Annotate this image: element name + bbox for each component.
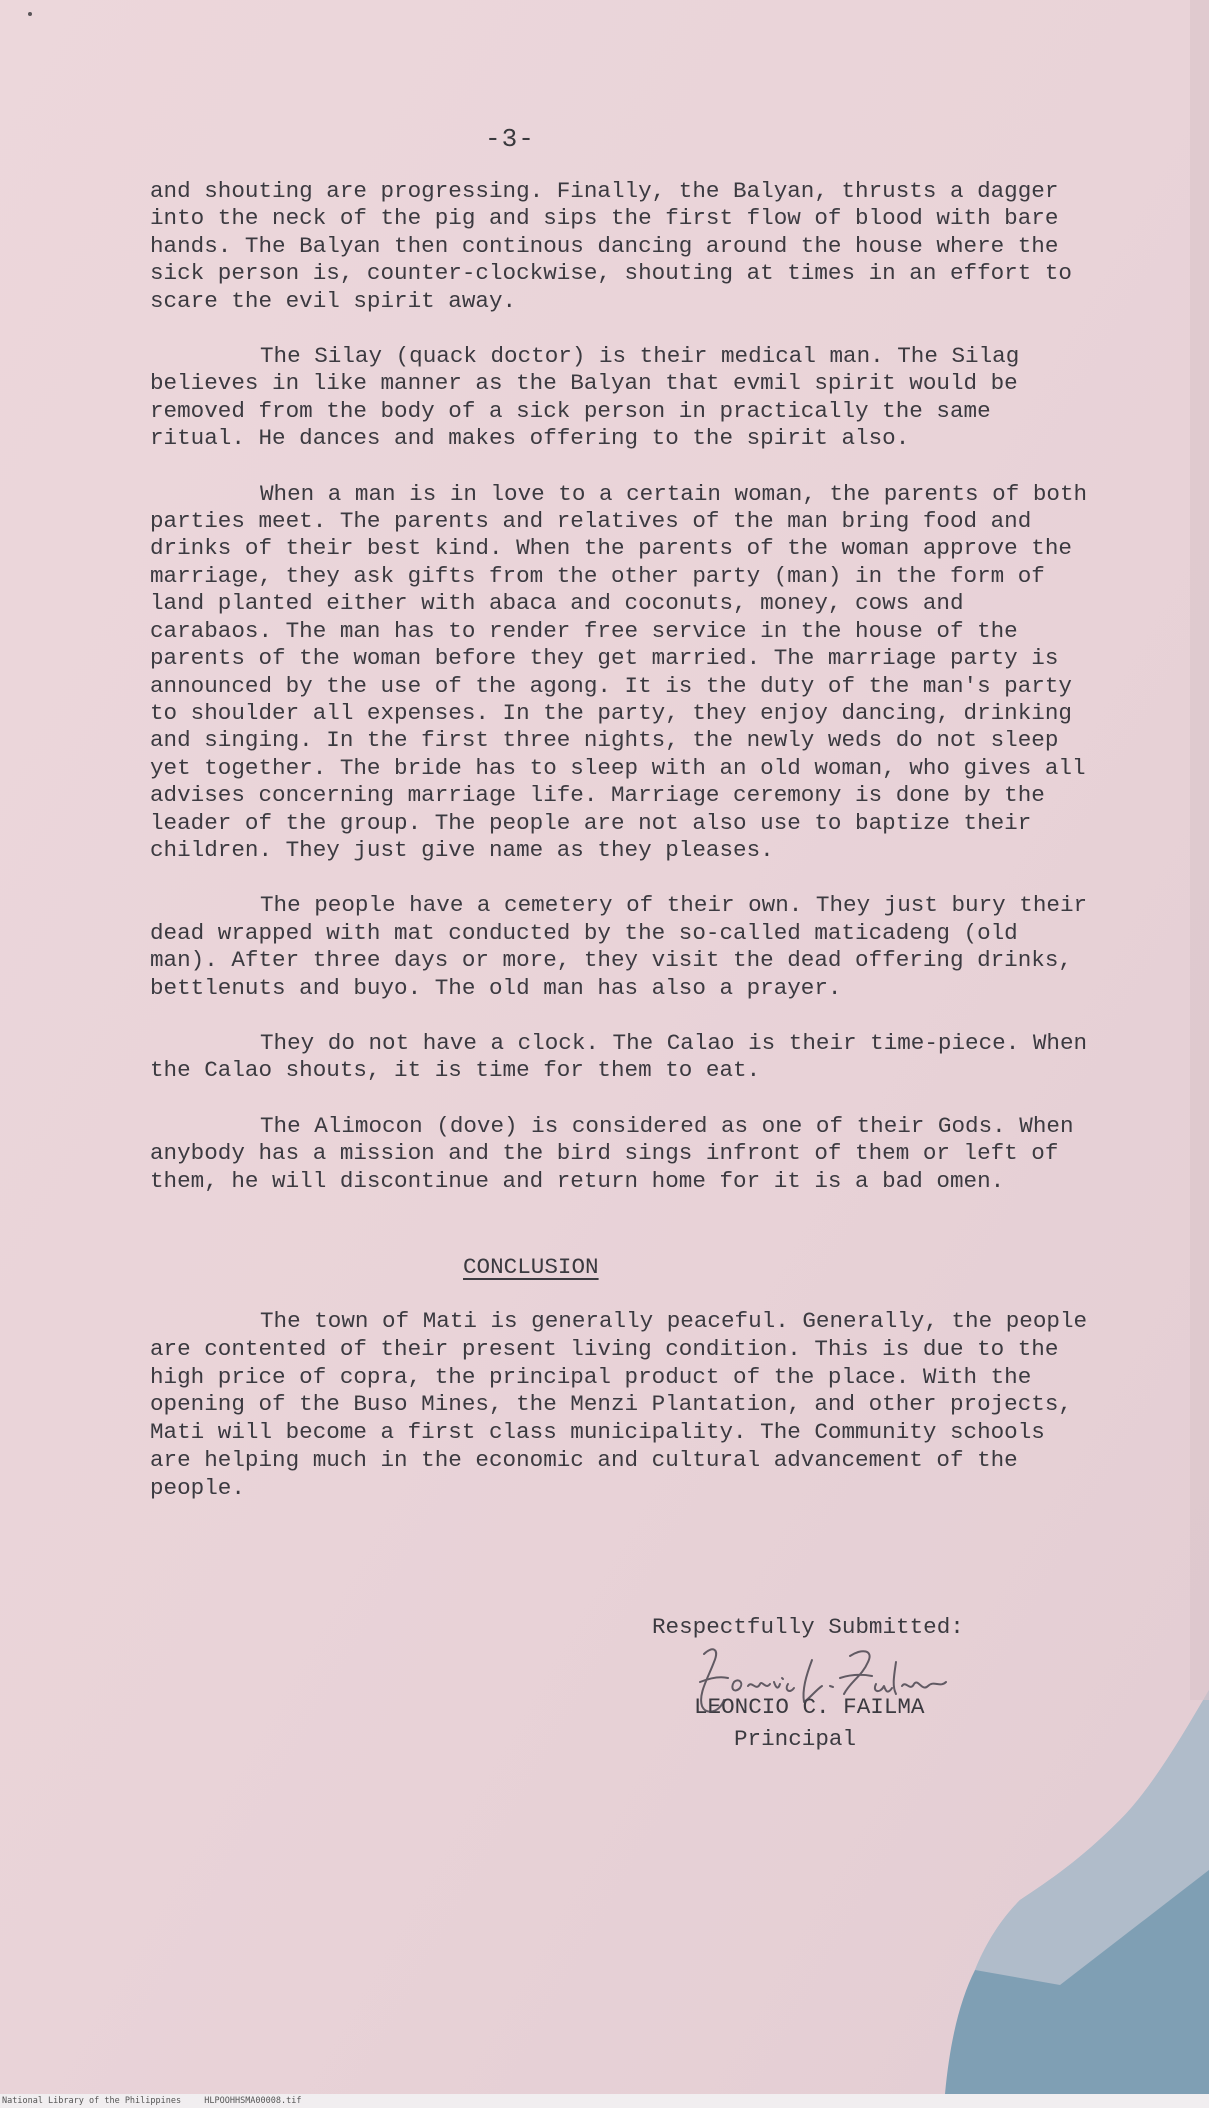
paragraph-balyan-ritual: and shouting are progressing. Finally, the Balyan, thrusts a dagger into the neck of the pig and sips the first flow of blood with bare hands. The Balyan then continous dancing around the house where the sick person is, counter-clockwise, shouting at times in an effort to scare the evil spirit away. <box>150 178 1072 314</box>
respectfully-submitted: Respectfully Submitted: <box>652 1614 964 1640</box>
conclusion-heading: CONCLUSION <box>463 1254 599 1280</box>
paragraph-cemetery: The people have a cemetery of their own. They just bury their dead wrapped with mat conducted by the so-called maticadeng (old man). After three days or more, they visit the dead offering drinks, bettlenuts and buyo. The old man has also a prayer. <box>150 892 1088 1001</box>
paragraph-clock: They do not have a clock. The Calao is their time-piece. When the Calao shouts, it is time for them to eat. <box>150 1029 1088 1084</box>
page-number: -3- <box>485 124 535 154</box>
paragraph-conclusion: The town of Mati is generally peaceful. Generally, the people are contented of their present living condition. This is due to the high price of copra, the principal product of the place. With the opening of the Buso Mines, the Menzi Plantation, and other projects, Mati will become a first class municipality. The Community schools are helping much in the economic and cultural advancement of the people. <box>150 1308 1088 1501</box>
footer-library: National Library of the Philippines <box>2 2096 182 2106</box>
handwritten-signature <box>690 1642 960 1722</box>
footer-caption <box>2 2096 301 2106</box>
closing-block <box>652 1612 964 1752</box>
signer-title: Principal <box>734 1726 857 1752</box>
paragraph-alimocon: The Alimocon (dove) is considered as one of their Gods. When anybody has a mission and the bird sings infront of them or left of them, he will discontinue and return home for it is a bad omen. <box>150 1112 1074 1194</box>
footer-filename: HLPOOHHSMA00008.tif <box>204 2096 302 2106</box>
paragraph-marriage: When a man is in love to a certain woman, the parents of both parties meet. The parents and relatives of the man bring food and drinks of their best kind. When the parents of the woman approve the marriage, they ask gifts from the other party (man) in the form of land planted either with abaca and coconuts, money, cows and carabaos. The man has to render free service in the house of the parents of the woman before they get married. The marriage party is announced by the use of the agong. It is the duty of the man's party to shoulder all expenses. In the party, they enjoy dancing, drinking and singing. In the first three nights, the newly weds do not sleep yet together. The bride has to sleep with an old woman, who gives all advises concerning marriage life. Marriage ceremony is done by the leader of the group. The people are not also use to baptize their children. They just give name as they pleases. <box>150 480 1088 863</box>
paragraph-silay: The Silay (quack doctor) is their medical man. The Silag believes in like manner as the Balyan that evmil spirit would be removed from the body of a sick person in practically the same ritual. He dances and makes offering to the spirit also. <box>150 343 1020 452</box>
signer-name: LEONCIO C. FAILMA <box>694 1694 925 1720</box>
body-text <box>150 178 1090 1195</box>
conclusion-body <box>150 1308 1090 1503</box>
